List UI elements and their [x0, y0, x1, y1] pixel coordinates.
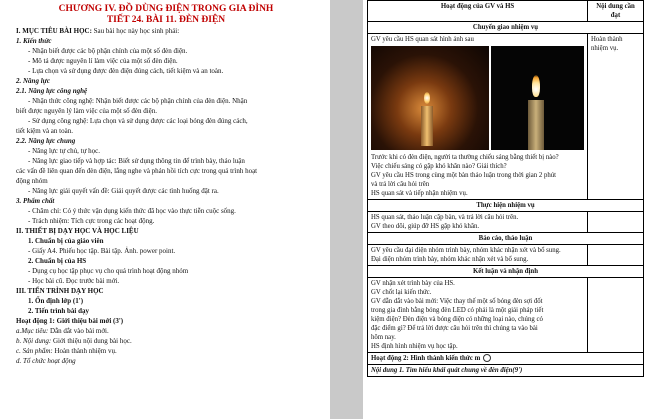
text-line: HS định hình nhiệm vụ học tập.: [371, 343, 458, 350]
text-line: - Lựa chọn và sử dụng được đèn điện đúng cách, tiết kiệm và an toàn.: [28, 67, 224, 75]
content-cell: [588, 212, 644, 233]
mouse-cursor-icon: [483, 354, 491, 362]
illustration-row: [371, 46, 584, 150]
item-label: d. Tổ chức hoạt động: [16, 357, 76, 365]
text-line: - Chăm chỉ: Có ý thức vận dụng kiến thức đã học vào thực tiễn cuộc sống.: [28, 207, 236, 215]
activity-cell: [368, 278, 588, 353]
subsection-heading: 2. Năng lực: [16, 77, 50, 85]
text-line: và trả lời câu hỏi trên: [371, 181, 430, 188]
item-label: b. Nội dung:: [16, 337, 53, 345]
column-header-activity: Hoạt động của GV và HS: [368, 1, 588, 22]
activity-heading: Hoạt động 1: Giới thiệu bài mới (3'): [16, 317, 124, 325]
text-line: GV yêu cầu đại diện nhóm trình bày, nhóm khác nhận xét và bổ sung.: [371, 247, 561, 254]
text-line: GV chốt lại kiến thức.: [371, 289, 432, 296]
content-heading: Nội dung 1. Tìm hiểu khái quát chung về đèn điện(9'): [368, 365, 644, 377]
text-line: - Mô tả được nguyên lí làm việc của một số đèn điện.: [28, 57, 178, 65]
subsection-heading: 2.2. Năng lực chung: [16, 137, 76, 145]
text-line: tiết kiệm và an toàn.: [16, 127, 73, 135]
item-text: Giới thiệu nội dung bài học.: [52, 337, 132, 345]
subsection-heading: 1. Kiến thức: [16, 37, 52, 45]
text-line: Việc chiếu sáng có gặp khó khăn nào? Giải thích?: [371, 163, 507, 170]
subsection-heading: 1. Chuẩn bị của giáo viên: [28, 237, 104, 245]
item-text: Hoàn thành nhiệm vụ.: [54, 347, 117, 355]
text-line: - Nhận biết được các bộ phận chính của một số đèn điện.: [28, 47, 188, 55]
phase-heading: Thực hiện nhiệm vụ: [368, 200, 644, 212]
section-heading: II. THIẾT BỊ DẠY HỌC VÀ HỌC LIỆU: [16, 227, 139, 235]
column-header-content: Nội dung cần đạt: [588, 1, 644, 22]
text-line: GV dẫn dắt vào bài mới: Việc thay thế một số bóng đèn sợi đốt: [371, 298, 543, 305]
text-line: hôm nay.: [371, 334, 396, 341]
photo-candlelight-family: [371, 46, 489, 150]
text-line: - Năng lực tự chủ, tự học.: [28, 147, 101, 155]
text-line: đặc điểm gì? Để trả lời được câu hỏi trên thì chúng ta vào bài: [371, 325, 538, 332]
subsection-heading: 2. Chuẩn bị của HS: [28, 257, 87, 265]
subsection-heading: 2. Tiến trình bài dạy: [28, 307, 90, 315]
text-line: động nhóm: [16, 177, 48, 185]
text-line: kiệm điện? Đèn điện và bóng điện có những loại nào, chúng có: [371, 316, 543, 323]
chapter-title: CHƯƠNG IV. ĐỒ DÙNG ĐIỆN TRONG GIA ĐÌNH: [58, 4, 274, 14]
text-line: - Năng lực giao tiếp và hợp tác: Biết sử dụng thông tin để trình bày, thảo luận: [28, 157, 245, 165]
text-line: - Sử dụng công nghệ: Lựa chọn và sử dụng được các loại bóng đèn đúng cách,: [28, 117, 248, 125]
flame-icon: [424, 92, 430, 104]
subsection-heading: 3. Phẩm chất: [16, 197, 55, 205]
item-text: Dẫn dắt vào bài mới.: [50, 327, 109, 335]
text-line: - Học bài cũ. Đọc trước bài mới.: [28, 277, 120, 285]
document-page-right: [363, 0, 650, 419]
section-intro: Sau bài học này học sinh phải:: [91, 27, 180, 35]
text-line: GV yêu cầu HS quan sát hình ảnh sau: [371, 36, 474, 43]
content-cell: [588, 245, 644, 266]
flame-icon: [532, 75, 540, 97]
content-cell: [588, 34, 644, 200]
activity-cell: [368, 245, 588, 266]
item-label: c. Sản phẩm:: [16, 347, 55, 355]
text-line: Trước khi có đèn điện, người ta thường chiếu sáng bằng thiết bị nào?: [371, 154, 559, 161]
text-line: - Giấy A4. Phiếu học tập. Bài tập. Ảnh. power point.: [28, 247, 176, 255]
candle-icon: [528, 100, 544, 150]
text-line: Đại diện nhóm trình bày, nhóm khác nhận xét và bổ sung.: [371, 256, 529, 263]
text-line: các vấn đề liên quan đến đèn điện, lắng nghe và phản hồi tích cực trong quá trình hoạt: [16, 167, 258, 175]
section-heading: I. MỤC TIÊU BÀI HỌC:: [16, 27, 92, 35]
subsection-heading: 2.1. Năng lực công nghệ: [16, 87, 88, 95]
activity-cell: [368, 212, 588, 233]
phase-heading: Kết luận và nhận định: [368, 266, 644, 278]
section-heading: III. TIẾN TRÌNH DẠY HỌC: [16, 287, 104, 295]
text-line: - Năng lực giải quyết vấn đề: Giải quyết được các tình huống đặt ra.: [28, 187, 219, 195]
content-cell: [588, 278, 644, 353]
lesson-title: TIẾT 24. BÀI 11. ĐÈN ĐIỆN: [106, 15, 226, 25]
phase-heading: Báo cáo, thảo luận: [368, 233, 644, 245]
text-line: GV yêu cầu HS trong cùng một bàn thảo luận trong thời gian 2 phút: [371, 172, 557, 179]
phase-heading: Chuyển giao nhiệm vụ: [368, 22, 644, 34]
candle-icon: [421, 106, 433, 146]
text-line: GV theo dõi, giúp đỡ HS gặp khó khăn.: [371, 223, 480, 230]
text-line: Hoàn thành nhiệm vụ.: [591, 36, 623, 52]
text-line: GV nhận xét trình bày của HS.: [371, 280, 455, 287]
photo-candle: [491, 46, 584, 150]
text-line: - Dụng cụ học tập phục vụ cho quá trình hoạt động nhóm: [28, 267, 189, 275]
text-line: - Nhận thức công nghệ: Nhận biết được các bộ phận chính của đèn điện. Nhận: [28, 97, 248, 105]
subsection-heading: 1. Ổn định lớp (1'): [28, 297, 84, 305]
activity-heading: [368, 353, 644, 365]
text-line: trong gia đình bằng bóng đèn LED có phải là một giải pháp tiết: [371, 307, 544, 314]
activity-cell: [368, 34, 588, 200]
lesson-table: [367, 0, 644, 377]
text-line: HS quan sát, thảo luận cặp bàn, và trả lời câu hỏi trên.: [371, 214, 519, 221]
item-label: a.Mục tiêu:: [16, 327, 51, 335]
activity-heading-text: Hoạt động 2: Hình thành kiến thức m: [371, 355, 481, 362]
text-line: biết được nguyên lý làm việc của một số đèn điện.: [16, 107, 158, 115]
text-line: HS quan sát và tiếp nhận nhiệm vụ.: [371, 190, 468, 197]
text-line: - Trách nhiệm: Tích cực trong các hoạt động.: [28, 217, 155, 225]
